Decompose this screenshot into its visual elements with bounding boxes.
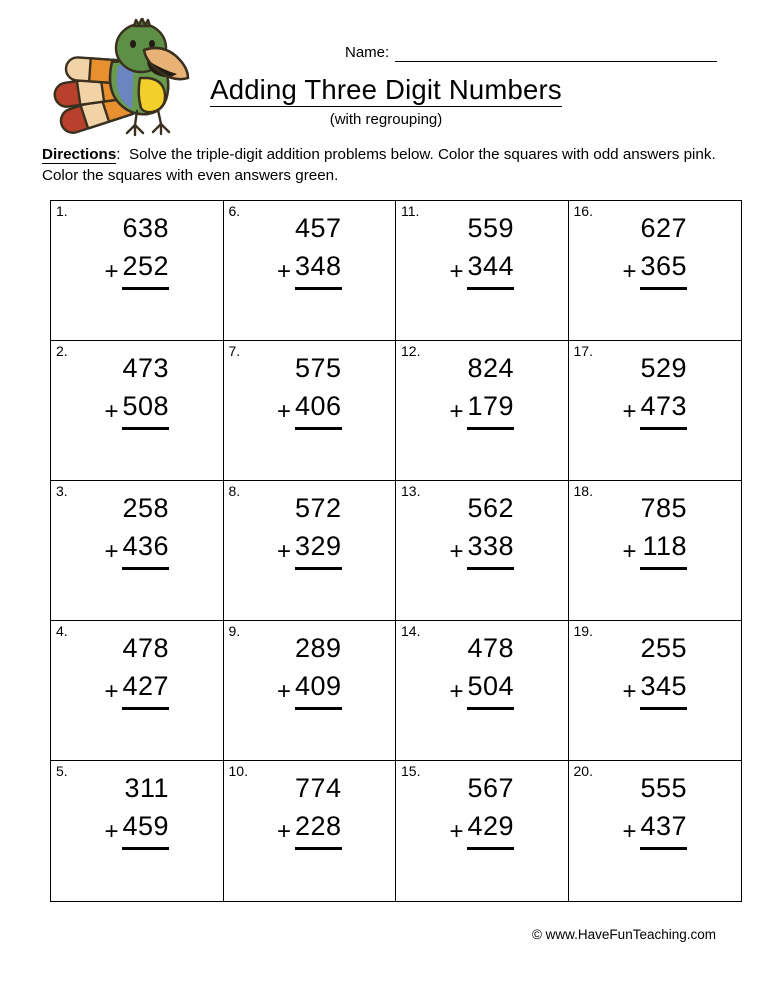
addition-stack: [277, 209, 342, 290]
problem-cell[interactable]: [396, 481, 569, 621]
addition-stack: [104, 489, 169, 570]
addition-stack: [277, 769, 342, 850]
addition-problem: [51, 769, 223, 850]
problem-number: 5.: [56, 763, 68, 779]
addition-stack: [449, 629, 514, 710]
footer: [0, 926, 772, 943]
second-addend: 406: [295, 387, 342, 430]
addition-stack: [277, 629, 342, 710]
first-addend: 478: [467, 633, 515, 663]
problem-number: 6.: [228, 203, 241, 219]
second-addend: 252: [122, 247, 169, 290]
problem-cell[interactable]: [51, 341, 224, 481]
plus-operator: +: [449, 818, 464, 845]
first-addend: 567: [467, 773, 515, 803]
first-addend: 575: [294, 353, 342, 383]
name-input-line[interactable]: [395, 47, 717, 62]
addition-problem: [569, 629, 742, 710]
addition-stack: [622, 769, 687, 850]
plus-operator: +: [276, 678, 291, 705]
first-addend: 774: [294, 773, 342, 803]
first-addend: 627: [640, 213, 688, 243]
second-addend: 409: [295, 667, 342, 710]
problem-number: 2.: [56, 343, 68, 359]
problem-number: 18.: [573, 483, 593, 499]
addition-stack: [449, 209, 514, 290]
addition-stack: [104, 769, 169, 850]
second-addend: 508: [122, 387, 169, 430]
problem-cell[interactable]: [396, 341, 569, 481]
second-addend: 459: [122, 807, 169, 850]
problem-cell[interactable]: [51, 201, 224, 341]
plus-operator: +: [622, 678, 637, 705]
addition-problem: [51, 489, 223, 570]
second-addend: 437: [640, 807, 687, 850]
problem-number: 14.: [401, 623, 421, 639]
addition-problem: [569, 349, 742, 430]
first-addend: 559: [467, 213, 515, 243]
addition-problem: [396, 629, 568, 710]
first-addend: 473: [122, 353, 170, 383]
problem-cell[interactable]: [51, 761, 224, 901]
problem-cell[interactable]: [569, 201, 742, 341]
addition-problem: [396, 349, 568, 430]
name-field-row: [345, 44, 717, 62]
problem-number: 15.: [401, 763, 421, 779]
directions-label: Directions: [42, 146, 117, 163]
problem-number: 19.: [573, 623, 593, 639]
addition-problem: [396, 209, 568, 290]
second-addend: 504: [467, 667, 514, 710]
addition-stack: [449, 489, 514, 570]
problem-number: 3.: [56, 483, 68, 499]
plus-operator: +: [104, 818, 119, 845]
addition-stack: [449, 349, 514, 430]
problem-cell[interactable]: [396, 201, 569, 341]
plus-operator: +: [276, 818, 291, 845]
plus-operator: +: [622, 258, 637, 285]
problem-number: 11.: [401, 203, 420, 219]
addition-problem: [224, 629, 396, 710]
problem-cell[interactable]: [224, 761, 397, 901]
plus-operator: +: [449, 538, 464, 565]
problem-cell[interactable]: [569, 621, 742, 761]
second-addend: 345: [640, 667, 687, 710]
plus-operator: +: [104, 538, 119, 565]
first-addend: 255: [640, 633, 688, 663]
page-title-text: Adding Three Digit Numbers: [210, 74, 562, 105]
page-title: [0, 73, 772, 106]
second-addend: 348: [295, 247, 342, 290]
addition-problem: [569, 769, 742, 850]
second-addend: 473: [640, 387, 687, 430]
first-addend: 529: [640, 353, 688, 383]
directions-text: Solve the triple-digit addition problems below. Color the squares with odd answers pink. Color the squares with even answers green.: [42, 146, 716, 184]
addition-problem: [51, 209, 223, 290]
addition-stack: [622, 209, 687, 290]
plus-operator: +: [104, 398, 119, 425]
addition-problem: [224, 489, 396, 570]
problem-number: 1.: [56, 203, 68, 219]
problem-cell[interactable]: [224, 621, 397, 761]
addition-problem: [51, 629, 223, 710]
problem-number: 10.: [228, 763, 248, 779]
addition-stack: [277, 489, 342, 570]
addition-stack: [104, 209, 169, 290]
plus-operator: +: [104, 678, 119, 705]
first-addend: 824: [467, 353, 515, 383]
problem-cell[interactable]: [569, 761, 742, 901]
directions: [42, 144, 742, 186]
problem-number: 9.: [228, 623, 241, 639]
problem-cell[interactable]: [224, 201, 397, 341]
plus-operator: +: [622, 538, 637, 565]
second-addend: 365: [640, 247, 687, 290]
addition-stack: [104, 629, 169, 710]
first-addend: 478: [122, 633, 170, 663]
addition-stack: [622, 349, 687, 430]
plus-operator: +: [622, 398, 637, 425]
plus-operator: +: [449, 258, 464, 285]
second-addend: 179: [467, 387, 514, 430]
problem-cell[interactable]: [569, 341, 742, 481]
first-addend: 311: [124, 773, 170, 803]
first-addend: 258: [122, 493, 170, 523]
first-addend: 572: [294, 493, 342, 523]
addition-stack: [449, 769, 514, 850]
problem-cell[interactable]: [569, 481, 742, 621]
addition-problem: [569, 489, 742, 570]
second-addend: 228: [295, 807, 342, 850]
problem-number: 20.: [573, 763, 593, 779]
problem-number: 7.: [228, 343, 241, 359]
second-addend: 436: [122, 527, 169, 570]
second-addend: 118: [640, 527, 687, 570]
first-addend: 289: [294, 633, 342, 663]
problem-number: 17.: [573, 343, 593, 359]
problem-number: 13.: [401, 483, 421, 499]
plus-operator: +: [449, 678, 464, 705]
second-addend: 429: [467, 807, 514, 850]
plus-operator: +: [276, 398, 291, 425]
plus-operator: +: [276, 538, 291, 565]
problem-cell[interactable]: [51, 621, 224, 761]
addition-problem: [224, 209, 396, 290]
first-addend: 457: [294, 213, 342, 243]
problem-cell[interactable]: [224, 481, 397, 621]
name-label: Name:: [345, 44, 390, 61]
addition-problem: [224, 769, 396, 850]
problem-cell[interactable]: [396, 761, 569, 901]
first-addend: 638: [122, 213, 170, 243]
addition-problem: [396, 489, 568, 570]
first-addend: 562: [467, 493, 515, 523]
problem-number: 8.: [228, 483, 241, 499]
problem-cell[interactable]: [224, 341, 397, 481]
problem-cell[interactable]: [396, 621, 569, 761]
problem-cell[interactable]: [51, 481, 224, 621]
addition-stack: [622, 629, 687, 710]
addition-stack: [622, 489, 687, 570]
problem-number: 12.: [401, 343, 421, 359]
addition-problem: [396, 769, 568, 850]
second-addend: 329: [295, 527, 342, 570]
first-addend: 555: [640, 773, 688, 803]
plus-operator: +: [104, 258, 119, 285]
directions-separator: :: [116, 146, 121, 163]
addition-problem: [224, 349, 396, 430]
addition-stack: [277, 349, 342, 430]
second-addend: 338: [467, 527, 514, 570]
problem-number: 4.: [56, 623, 68, 639]
page-subtitle: (with regrouping): [329, 111, 443, 128]
addition-stack: [104, 349, 169, 430]
second-addend: 344: [467, 247, 514, 290]
problem-grid: [50, 200, 742, 902]
second-addend: 427: [122, 667, 169, 710]
plus-operator: +: [622, 818, 637, 845]
copyright-text: © www.HaveFunTeaching.com: [531, 927, 716, 942]
first-addend: 785: [640, 493, 688, 523]
page-header: [0, 0, 772, 140]
addition-problem: [51, 349, 223, 430]
plus-operator: +: [449, 398, 464, 425]
problem-number: 16.: [573, 203, 593, 219]
plus-operator: +: [276, 258, 291, 285]
addition-problem: [569, 209, 742, 290]
